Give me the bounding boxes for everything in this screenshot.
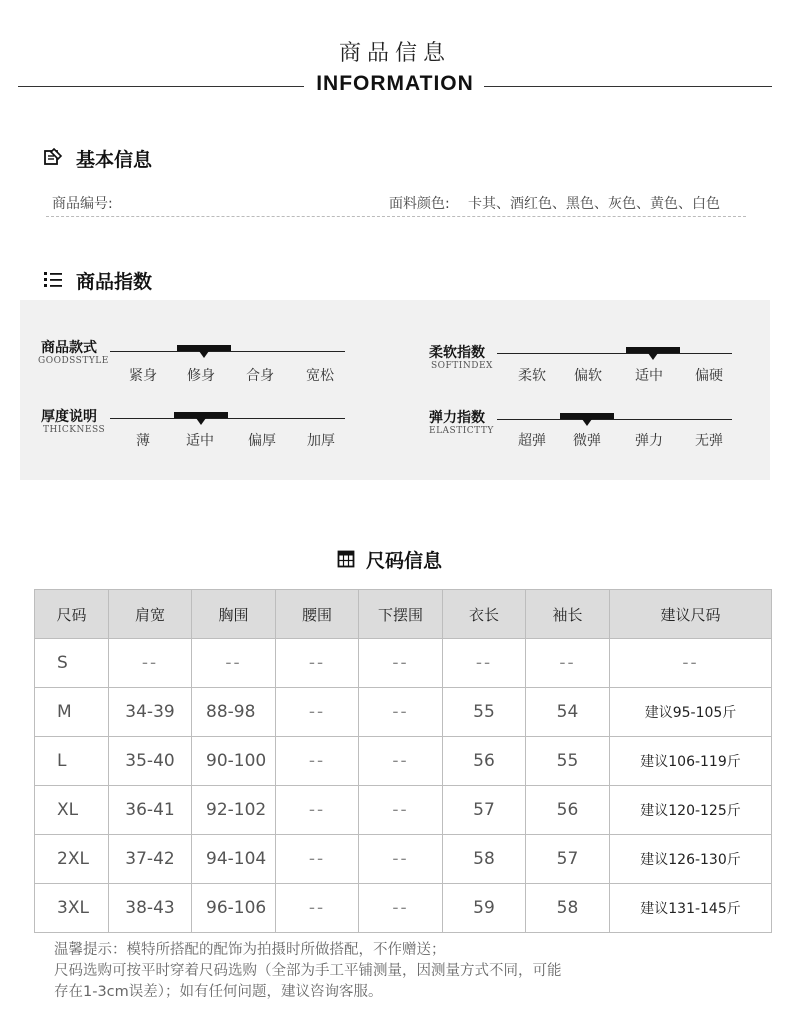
table-cell: 建议131-145斤: [610, 884, 772, 933]
table-cell: 34-39: [109, 688, 192, 737]
table-cell: --: [276, 786, 359, 835]
size-table-header: [35, 590, 772, 639]
size-cell: M: [35, 688, 109, 737]
basic-info-divider: [46, 216, 746, 217]
table-icon: [337, 550, 355, 568]
table-cell: 57: [443, 786, 526, 835]
table-cell: --: [359, 835, 443, 884]
index-style-option: 合身: [246, 368, 274, 384]
table-cell: 88-98: [192, 688, 276, 737]
table-cell: 36-41: [109, 786, 192, 835]
index-thickness-en: THICKNESS: [43, 425, 106, 435]
fabric-color-label: 面料颜色:: [389, 196, 450, 212]
table-cell: 56: [443, 737, 526, 786]
header-title-cn: 商品信息: [338, 41, 451, 66]
index-thickness-option: 加厚: [307, 433, 335, 449]
index-soft-label: 柔软指数: [429, 345, 485, 361]
header-cell: 衣长: [443, 590, 526, 639]
note-line: 尺码选购可按平时穿着尺码选购（全部为手工平铺测量，因测量方式不同，可能: [54, 963, 562, 979]
table-cell: --: [276, 639, 359, 688]
table-cell: 59: [443, 884, 526, 933]
index-elastic-label: 弹力指数: [429, 410, 485, 426]
index-soft-option: 柔软: [518, 368, 546, 384]
index-title: 商品指数: [76, 271, 153, 293]
table-cell: 58: [526, 884, 610, 933]
header-cell: 胸围: [192, 590, 276, 639]
index-elastic-pointer: [582, 419, 592, 426]
size-cell: 3XL: [35, 884, 109, 933]
table-cell: 建议120-125斤: [610, 786, 772, 835]
size-cell: 2XL: [35, 835, 109, 884]
table-cell: 37-42: [109, 835, 192, 884]
header-cell: 腰围: [276, 590, 359, 639]
table-cell: --: [443, 639, 526, 688]
size-notes: [54, 940, 704, 1003]
index-style-option: 紧身: [129, 368, 157, 384]
table-cell: 建议95-105斤: [610, 688, 772, 737]
header-cell: 袖长: [526, 590, 610, 639]
table-cell: 55: [443, 688, 526, 737]
index-soft-en: SOFTINDEX: [431, 361, 493, 371]
table-cell: --: [359, 786, 443, 835]
index-style-scale: [110, 351, 345, 352]
index-thickness-option: 适中: [186, 433, 214, 449]
size-cell: S: [35, 639, 109, 688]
table-cell: 94-104: [192, 835, 276, 884]
index-style-option: 修身: [187, 368, 215, 384]
index-elastic-option: 超弹: [518, 433, 546, 449]
table-cell: --: [359, 884, 443, 933]
index-thickness-option: 偏厚: [248, 433, 276, 449]
index-thickness-label: 厚度说明: [41, 409, 97, 425]
index-style-en: GOODSSTYLE: [38, 356, 109, 366]
table-cell: 35-40: [109, 737, 192, 786]
table-row: [35, 688, 772, 737]
list-icon: [42, 268, 64, 290]
table-cell: --: [276, 884, 359, 933]
index-thickness-option: 薄: [136, 433, 150, 449]
header-cell: 尺码: [35, 590, 109, 639]
header-cell: 建议尺码: [610, 590, 772, 639]
table-row: [35, 639, 772, 688]
size-cell: XL: [35, 786, 109, 835]
product-no-label: 商品编号:: [52, 196, 113, 212]
index-soft-pointer: [648, 353, 658, 360]
index-soft-option: 偏硬: [695, 368, 723, 384]
table-cell: 58: [443, 835, 526, 884]
table-cell: --: [359, 737, 443, 786]
index-elastic-option: 微弹: [573, 433, 601, 449]
index-style-pointer: [199, 351, 209, 358]
index-thickness-pointer: [196, 418, 206, 425]
fabric-colors: 卡其、酒红色、黑色、灰色、黄色、白色: [468, 196, 720, 212]
index-style-label: 商品款式: [41, 340, 97, 356]
size-table: [34, 589, 772, 933]
index-elastic-option: 无弹: [695, 433, 723, 449]
table-cell: --: [276, 737, 359, 786]
table-cell: 54: [526, 688, 610, 737]
size-cell: L: [35, 737, 109, 786]
table-cell: 92-102: [192, 786, 276, 835]
index-style-option: 宽松: [306, 368, 334, 384]
header-cell: 下摆围: [359, 590, 443, 639]
table-cell: 38-43: [109, 884, 192, 933]
table-cell: --: [192, 639, 276, 688]
table-cell: 96-106: [192, 884, 276, 933]
table-cell: --: [109, 639, 192, 688]
table-row: [35, 786, 772, 835]
table-cell: --: [610, 639, 772, 688]
index-soft-option: 适中: [635, 368, 663, 384]
table-cell: --: [526, 639, 610, 688]
header-cell: 肩宽: [109, 590, 192, 639]
index-thickness-scale: [110, 418, 345, 419]
table-row: [35, 737, 772, 786]
size-title: 尺码信息: [366, 550, 443, 572]
index-elastic-scale: [497, 419, 732, 420]
table-cell: 56: [526, 786, 610, 835]
table-cell: 55: [526, 737, 610, 786]
table-cell: 57: [526, 835, 610, 884]
index-elastic-option: 弹力: [635, 433, 663, 449]
table-cell: --: [276, 688, 359, 737]
header-title-en: INFORMATION: [316, 72, 474, 95]
table-cell: 建议106-119斤: [610, 737, 772, 786]
note-line: 存在1-3cm误差）；如有任何问题，建议咨询客服。: [54, 984, 383, 1000]
table-cell: 90-100: [192, 737, 276, 786]
edit-icon: [42, 146, 64, 168]
basic-info-title: 基本信息: [76, 149, 153, 171]
table-cell: --: [276, 835, 359, 884]
index-soft-option: 偏软: [574, 368, 602, 384]
table-cell: --: [359, 639, 443, 688]
note-line: 温馨提示：模特所搭配的配饰为拍摄时所做搭配，不作赠送；: [54, 942, 446, 958]
index-elastic-en: ELASTICTTY: [429, 426, 494, 436]
table-row: [35, 835, 772, 884]
index-panel: [20, 300, 770, 480]
table-cell: --: [359, 688, 443, 737]
index-soft-scale: [497, 353, 732, 354]
table-row: [35, 884, 772, 933]
table-cell: 建议126-130斤: [610, 835, 772, 884]
